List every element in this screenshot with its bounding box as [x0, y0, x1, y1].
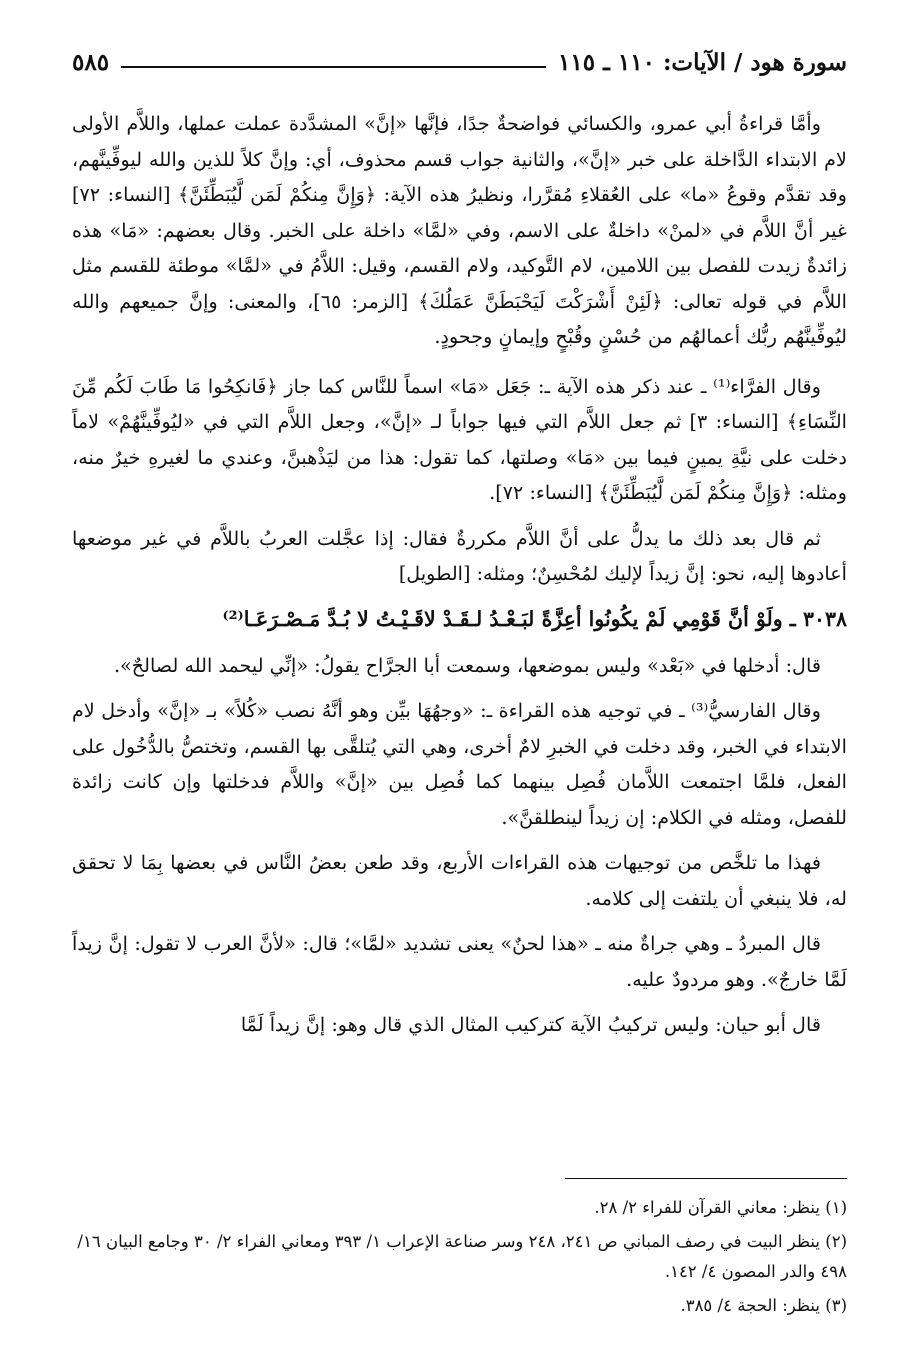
footnote: (١) ينظر: معاني القرآن للفراء ٢/ ٢٨. — [594, 1198, 847, 1217]
footnote-separator — [565, 1178, 847, 1179]
paragraph: قال: أدخلها في «بَعْد» وليس بموضعها، وسمعت أبا الجرَّاح يقولُ: «إنِّي ليحمد الله لصالحٌ». — [113, 653, 821, 677]
paragraph: وقال الفارسيُّ⁽³⁾ ـ في توجيه هذه القراءة ـ: «وجهُهَا بيِّن وهو أنَّهُ نصب «كُلاً» بـ «إنَّ» وأدخل لام الابتداء في الخبر، وقد دخلت في الخبرِ لامٌ أخرى، وهي التي يُتلقَّى بها القسم، وتختصُّ بالدُّخُول على الفعل، فلمَّا اجتمعت اللاَّمان فُصِل بينهما كما فُصِل بين «إنَّ» واللاَّم فدخلتها وإن كانت زائدة للفصل، ومثله في الكلام: إن زيداً لينطلقنَّ». — [72, 699, 847, 829]
paragraph: فهذا ما تلخَّص من توجيهات هذه القراءات الأربع، وقد طعن بعضُ النَّاس في بعضها بِمَا لا تحقق له، فلا ينبغي أن يلتفت إلى كلامه. — [72, 851, 847, 910]
running-header — [72, 38, 847, 76]
paragraph: قال أبو حيان: وليس تركيبُ الآية كتركيب المثال الذي قال وهو: إنَّ زيداً لَمَّا — [240, 1013, 821, 1036]
main-text — [72, 106, 847, 1043]
poetry-verse: ٣٠٣٨ ـ ولَوْ أنَّ قَوْمِي لَمْ يكُونُوا أعِزَّةً ﻟﺒَـﻌْـﺪُ ﻟـﻘَـﺪْ ﻻﻗَـﻴْـﺖُ ﻻ ﺑُـﺪَّ ﻣَـﺼْـﺮَﻋَـﺎ⁽²⁾ — [222, 606, 847, 631]
footnote: (٣) ينظر: الحجة ٤/ ٣٨٥. — [680, 1296, 847, 1315]
paragraph: قال المبردُ ـ وهي جراةٌ منه ـ «هذا لحنٌ» يعنى تشديد «لمَّا»؛ قال: «لأنَّ العرب لا تقول: إنَّ زيداً لَمَّا خارجٌ». وهو مردودٌ عليه. — [72, 932, 847, 991]
paragraph: وأمَّا قراءةُ أبي عمرو، والكسائي فواضحةٌ جدًا، فإنَّها «إنَّ» المشدَّدة عملت عملها، واللاَّم الأولى لام الابتداء الدَّاخلة على خبر «إنَّ»، والثانية جواب قسم محذوف، أي: وإنَّ كلاً للذين والله ليوفِّينَّهم، وقد تقدَّم وقوعُ «ما» على العُقلاءِ مُقرَّرا، ونظيرُ هذه الآية: ﴿وَإِنَّ مِنكُمْ لَمَن لَّيُبَطِّئَنَّ﴾ [النساء: ٧٢] غير أنَّ اللاَّم في «لمنْ» داخلةٌ على الاسم، وفي «لمَّا» داخلة على الخبر. وقال بعضهم: «مَا» هذه زائدةٌ زيدت للفصل بين اللامين، لام التَّوكيد، ولام القسم، وقيل: اللاَّمُ في «لمَّا» موطئة للقسم مثل اللاَّم في قوله تعالى: ﴿لَئِنْ أَشْرَكْتَ لَيَحْبَطَنَّ عَمَلُكَ﴾ [الزمر: ٦٥]، والمعنى: وإنَّ جميعهم والله ليُوفِّينَّهُم ربُّك أعمالهُم من حُسْنٍ وقُبْحٍ وإيمانٍ وجحودٍ. — [72, 112, 848, 348]
page-number: ٥٨٥ — [72, 49, 110, 76]
footnotes — [72, 1178, 847, 1325]
chapter-title: سورة هود / الآيات: ١١٠ ـ ١١٥ — [558, 49, 847, 76]
footnote: (٢) ينظر البيت في رصف المباني ص ٢٤١، ٢٤٨ وسر صناعة الإعراب ١/ ٣٩٣ ومعاني الفراء ٢/ ٣٠ وجامع البيان ١٦/ ٤٩٨ والدر المصون ٤/ ١٤٢. — [77, 1232, 847, 1281]
paragraph: وقال الفرَّاء⁽¹⁾ ـ عند ذكر هذه الآية ـ: جَعَل «مَا» اسماً للنَّاس كما جاز ﴿فَانكِحُوا مَا طَابَ لَكُم مِّنَ النِّسَاءِ﴾ [النساء: ٣] ثم جعل اللاَّم التي فيها جواباً لـ «إنَّ»، وجعل اللاَّم التي في «ليُوفِّينَّهُمْ» لاماً دخلت على نيَّةِ يمينٍ فيما بين «مَا» وصلتها، كما تقول: هذا من ليَذْهبنَّ، وعندي ما لغيرهِ خيرٌ منه، ومثله: ﴿وَإِنَّ مِنكُمْ لَمَن لَّيُبَطِّئَنَّ﴾ [النساء: ٧٢]. — [72, 374, 848, 504]
header-rule — [121, 66, 546, 68]
paragraph: ثم قال بعد ذلك ما يدلُّ على أنَّ اللاَّم مكررةٌ فقال: إذا عجَّلت العربُ باللاَّم في غير موضعها أعادوها إليه، نحو: إنَّ زيداً لإليك لمُحْسِنٌ؛ ومثله: [الطويل] — [72, 526, 847, 585]
